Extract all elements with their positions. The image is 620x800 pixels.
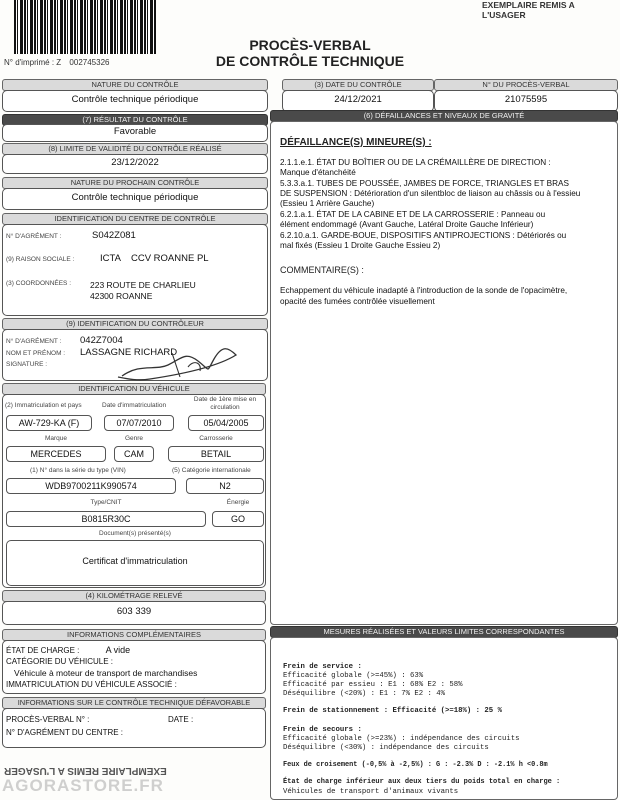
mesure-line: Efficacité par essieu : E1 : 68% E2 : 58% [283, 681, 463, 689]
mesure-line: Frein de stationnement : Efficacité (>=18%) : 25 % [283, 707, 502, 715]
controleur-nom-label: NOM ET PRÉNOM : [6, 350, 66, 357]
defaillance-line: 2.1.1.e.1. ÉTAT DU BOÎTIER OU DE LA CRÉMAILLÈRE DE DIRECTION : [280, 158, 551, 167]
defaillance-line: Manque d'étanchéité [280, 168, 356, 177]
defaillance-line: (Essieu 1 Arrière Gauche) [280, 199, 375, 208]
mesure-line: Frein de secours : [283, 726, 362, 734]
mesures-label: MESURES RÉALISÉES ET VALEURS LIMITES CORRESPONDANTES [270, 626, 618, 638]
centre-coord-label: (3) COORDONNÉES : [6, 280, 72, 287]
nature-label: NATURE DU CONTRÔLE [2, 79, 268, 91]
docs-value: Certificat d'immatriculation [82, 556, 188, 566]
centre-agrement-value: S042Z081 [92, 230, 136, 241]
pv-label: N° DU PROCÈS-VERBAL [434, 79, 618, 91]
signature-label: SIGNATURE : [6, 361, 48, 368]
barcode-number: 002745326 [69, 58, 110, 67]
centre-label: IDENTIFICATION DU CENTRE DE CONTRÔLE [2, 213, 268, 225]
categorie-vehicule-label: CATÉGORIE DU VÉHICULE : [6, 657, 113, 666]
energie-label: Énergie [226, 499, 250, 506]
mesure-line: État de charge inférieur aux deux tiers du poids total en charge : [283, 778, 561, 786]
watermark: AGORASTORE.FR [2, 776, 164, 795]
date-value: 24/12/2021 [334, 94, 382, 105]
defaillances-label: (6) DÉFAILLANCES ET NIVEAUX DE GRAVITÉ [270, 110, 618, 122]
immat-value: AW-729-KA (F) [6, 415, 92, 431]
defaillances-heading: DÉFAILLANCE(S) MINEURE(S) : [280, 137, 432, 148]
defaillance-line: 6.2.1.a.1. ÉTAT DE LA CABINE ET DE LA CARROSSERIE : Panneau ou [280, 210, 546, 219]
comment-text: Echappement du véhicule inadapté à l'introduction de la sonde de l'opacimètre, opacité des fumées contrôlée visuellement [280, 286, 568, 306]
km-value: 603 339 [116, 606, 152, 617]
signature-image [110, 343, 244, 383]
date-label: (3) DATE DU CONTRÔLE [282, 79, 434, 91]
centre-agrement-label: N° D'AGRÉMENT : [6, 233, 62, 240]
defaillances-list [280, 158, 616, 251]
type-label: Type/CNIT [90, 499, 122, 506]
centre-coord-line2: 42300 ROANNE [90, 291, 153, 301]
next-control-label: NATURE DU PROCHAIN CONTRÔLE [2, 177, 268, 189]
docs-label: Document(s) présenté(s) [99, 530, 171, 537]
defaillance-line: élément endommagé (Avant Gauche, Latéral Droite Gauche Inférieur) [280, 220, 534, 229]
etat-charge-label: ÉTAT DE CHARGE : [6, 646, 80, 655]
categorie-vehicule-value: Véhicule à moteur de transport de marchandises [14, 668, 198, 678]
marque-label: Marque [44, 435, 68, 442]
centre-raison-label: (9) RAISON SOCIALE : [6, 256, 75, 263]
validity-value: 23/12/2022 [111, 157, 159, 168]
vin-value: WDB9700211K990574 [6, 478, 176, 494]
controleur-agrement-value: 042Z7004 [80, 335, 123, 346]
mesure-line: Véhicules de transport d'animaux vivants [283, 788, 459, 796]
defavorable-agrement-label: N° D'AGRÉMENT DU CENTRE : [6, 728, 124, 737]
defaillance-line: 6.2.10.a.1. GARDE-BOUE, DISPOSITIFS ANTIPROJECTIONS : Détériorés ou [280, 231, 567, 240]
type-value: B0815R30C [6, 511, 206, 527]
mesure-line: Frein de service : [283, 663, 362, 671]
mirrored-copy-label: EXEMPLAIRE REMIS A L'USAGER [4, 765, 167, 776]
mesure-line: Déséquilibre (<20%) : E1 : 7% E2 : 4% [283, 690, 446, 698]
genre-value: CAM [114, 446, 154, 462]
vehicule-label: IDENTIFICATION DU VÉHICULE [2, 383, 266, 395]
mesure-line: Déséquilibre (<30%) : indépendance des circuits [283, 744, 489, 752]
copy-label: EXEMPLAIRE REMIS A L'USAGER [482, 0, 575, 20]
date-immat-label: Date d'immatriculation [102, 402, 167, 409]
barcode-label: N° d'imprimé : Z [4, 58, 62, 67]
defaillance-line: DE SUSPENSION : Détérioration d'un silentbloc de liaison au châssis ou à l'essieu [280, 189, 581, 198]
next-control-value: Contrôle technique périodique [71, 192, 199, 203]
controleur-agrement-label: N° D'AGRÉMENT : [6, 338, 62, 345]
date-immat-value: 07/07/2010 [104, 415, 174, 431]
marque-value: MERCEDES [6, 446, 106, 462]
controleur-label: (9) IDENTIFICATION DU CONTRÔLEUR [2, 318, 268, 330]
result-label: (7) RÉSULTAT DU CONTRÔLE [2, 114, 268, 126]
etat-charge-value: A vide [105, 645, 131, 655]
categorie-label: (5) Catégorie internationale [172, 467, 251, 474]
controleur-nom-value: LASSAGNE RICHARD [80, 347, 178, 358]
energie-value: GO [212, 511, 264, 527]
immat-associe-label: IMMATRICULATION DU VÉHICULE ASSOCIÉ : [6, 680, 177, 689]
barcode [14, 0, 156, 54]
centre-coord-line1: 223 ROUTE DE CHARLIEU [90, 280, 196, 290]
mesure-line: Efficacité globale (>=45%) : 63% [283, 672, 424, 680]
mesure-line: Feux de croisement (-0,5% à -2,5%) : G : -2.3% D : -2.1% h <0.8m [283, 761, 548, 769]
date-circ-label: Date de 1ère mise en circulation [193, 396, 257, 411]
page-title: PROCÈS-VERBAL DE CONTRÔLE TECHNIQUE [215, 37, 405, 69]
mesure-line: Efficacité globale (>=23%) : indépendance des circuits [283, 735, 520, 743]
immat-label: (2) Immatriculation et pays [5, 402, 82, 409]
result-value: Favorable [113, 126, 157, 137]
defavorable-date-label: DATE : [168, 715, 194, 724]
vin-label: (1) N° dans la série du type (VIN) [30, 467, 126, 474]
infos-label: INFORMATIONS COMPLÉMENTAIRES [2, 629, 266, 641]
pv-value: 21075595 [504, 94, 548, 105]
centre-raison-value: ICTA CCV ROANNE PL [100, 253, 209, 264]
carrosserie-value: BETAIL [168, 446, 264, 462]
defaillance-line: 5.3.3.a.1. TUBES DE POUSSÉE, JAMBES DE FORCE, TRIANGLES ET BRAS [280, 179, 569, 188]
km-label: (4) KILOMÉTRAGE RELEVÉ [2, 590, 266, 602]
carrosserie-label: Carrosserie [199, 435, 233, 442]
defavorable-pv-label: PROCÈS-VERBAL N° : [6, 715, 90, 724]
validity-label: (8) LIMITE DE VALIDITÉ DU CONTRÔLE RÉALISÉ [2, 143, 268, 155]
genre-label: Genre [124, 435, 144, 442]
nature-value: Contrôle technique périodique [71, 94, 199, 105]
date-circ-value: 05/04/2005 [188, 415, 264, 431]
defavorable-label: INFORMATIONS SUR LE CONTRÔLE TECHNIQUE DÉFAVORABLE [2, 697, 266, 709]
comment-heading: COMMENTAIRE(S) : [280, 265, 364, 275]
categorie-value: N2 [186, 478, 264, 494]
defaillance-line: mal fixés (Essieu 1 Droite Gauche Essieu 2) [280, 241, 441, 250]
